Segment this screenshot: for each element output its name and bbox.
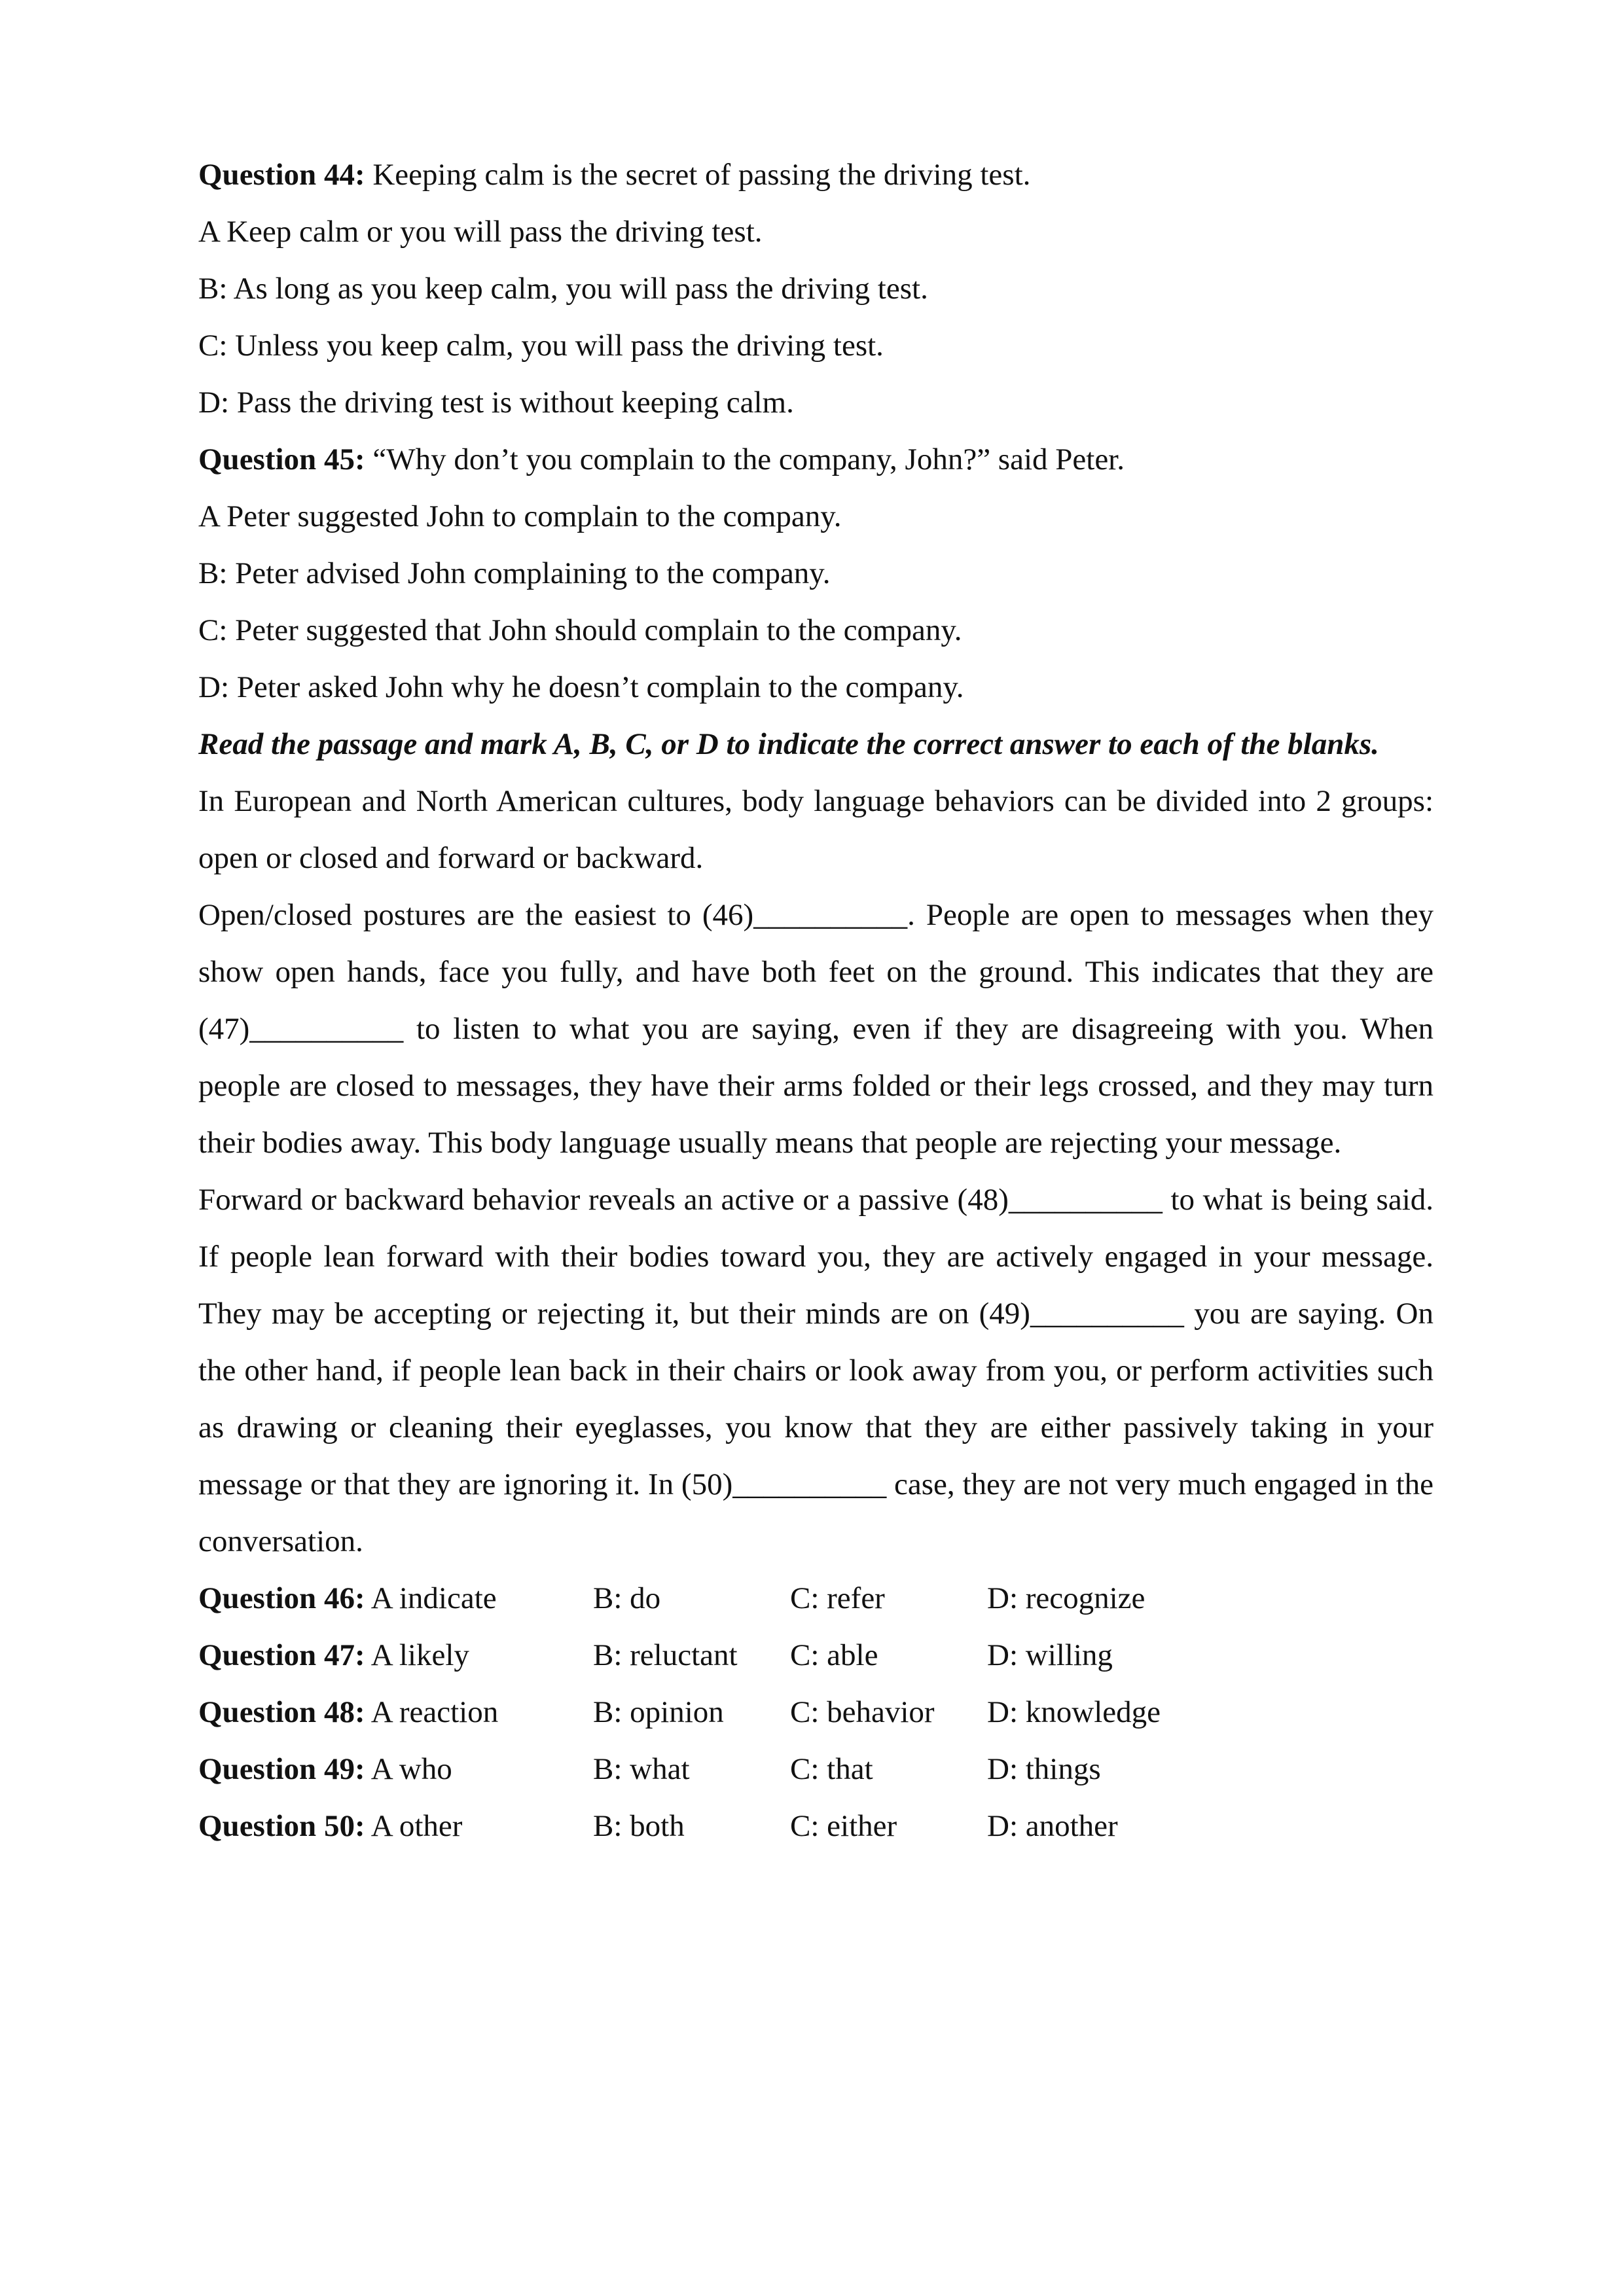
question-45-option-c: C: Peter suggested that John should complain to the company.	[198, 613, 962, 647]
option-d: D: things	[987, 1752, 1101, 1786]
question-44-option-a: A Keep calm or you will pass the driving test.	[198, 215, 763, 249]
option-b: B: what	[593, 1752, 690, 1786]
question-45-option-a: A Peter suggested John to complain to the company.	[198, 499, 842, 533]
question-label: Question 45:	[198, 442, 365, 476]
option-b: B: do	[593, 1581, 661, 1615]
option-c: C: either	[790, 1809, 897, 1843]
passage-paragraph-1: In European and North American cultures, body language behaviors can be divided into 2 groups: open or closed and forward or backward.	[198, 784, 1434, 875]
option-b: B: opinion	[593, 1695, 724, 1729]
option-c: C: able	[790, 1638, 878, 1672]
question-44-option-b: B: As long as you keep calm, you will pass the driving test.	[198, 272, 928, 306]
option-a: A who	[365, 1752, 452, 1786]
question-45-stem	[198, 431, 1434, 488]
question-label: Question 48:	[198, 1695, 365, 1729]
option-b: B: both	[593, 1809, 685, 1843]
passage-paragraph-3: Forward or backward behavior reveals an active or a passive (48)__________ to what is being said. If people lean forward with their bodies toward you, they are actively engaged in your message. They may be accepting or rejecting it, but their minds are on (49)__________ you are saying. On the other hand, if people lean back in their chairs or look away from you, or perform activities such as drawing or cleaning their eyeglasses, you know that they are either passively taking in your message or that they are ignoring it. In (50)__________ case, they are not very much engaged in the conversation.	[198, 1183, 1434, 1558]
question-label: Question 44:	[198, 158, 365, 192]
answer-row-48	[198, 1684, 1434, 1741]
answer-row-50	[198, 1798, 1434, 1855]
answer-row-47	[198, 1627, 1434, 1684]
answer-cell-a	[198, 1741, 452, 1798]
option-d: D: knowledge	[987, 1695, 1161, 1729]
option-c: C: refer	[790, 1581, 885, 1615]
passage-paragraph-2: Open/closed postures are the easiest to (46)__________. People are open to messages when they show open hands, face you fully, and have both feet on the ground. This indicates that they are (47)__________ to listen to what you are saying, even if they are disagreeing with you. When people are closed to messages, they have their arms folded or their legs crossed, and they may turn their bodies away. This body language usually means that people are rejecting your message.	[198, 898, 1434, 1160]
question-44-stem	[198, 147, 1434, 204]
question-label: Question 46:	[198, 1581, 365, 1615]
answer-row-46	[198, 1570, 1434, 1627]
question-45-option-d: D: Peter asked John why he doesn’t complain to the company.	[198, 670, 964, 704]
question-label: Question 50:	[198, 1809, 365, 1843]
option-d: D: willing	[987, 1638, 1113, 1672]
passage-instruction: Read the passage and mark A, B, C, or D to indicate the correct answer to each of the blanks.	[198, 727, 1379, 761]
option-b: B: reluctant	[593, 1638, 738, 1672]
option-a: A indicate	[365, 1581, 497, 1615]
question-44-option-c: C: Unless you keep calm, you will pass the driving test.	[198, 329, 884, 363]
question-text: “Why don’t you complain to the company, John?” said Peter.	[365, 442, 1125, 476]
question-text: Keeping calm is the secret of passing the driving test.	[365, 158, 1031, 192]
question-45-option-b: B: Peter advised John complaining to the company.	[198, 556, 831, 590]
answer-cell-a	[198, 1798, 462, 1855]
option-c: C: that	[790, 1752, 873, 1786]
question-label: Question 47:	[198, 1638, 365, 1672]
answer-cell-a	[198, 1627, 469, 1684]
option-d: D: another	[987, 1809, 1118, 1843]
worksheet-page	[198, 147, 1434, 1855]
option-d: D: recognize	[987, 1581, 1146, 1615]
answer-cell-a	[198, 1570, 497, 1627]
question-44-option-d: D: Pass the driving test is without keeping calm.	[198, 386, 794, 420]
option-a: A likely	[365, 1638, 469, 1672]
answer-row-49	[198, 1741, 1434, 1798]
question-label: Question 49:	[198, 1752, 365, 1786]
answer-options-table	[198, 1570, 1434, 1855]
option-c: C: behavior	[790, 1695, 935, 1729]
answer-cell-a	[198, 1684, 498, 1741]
option-a: A other	[365, 1809, 463, 1843]
option-a: A reaction	[365, 1695, 499, 1729]
